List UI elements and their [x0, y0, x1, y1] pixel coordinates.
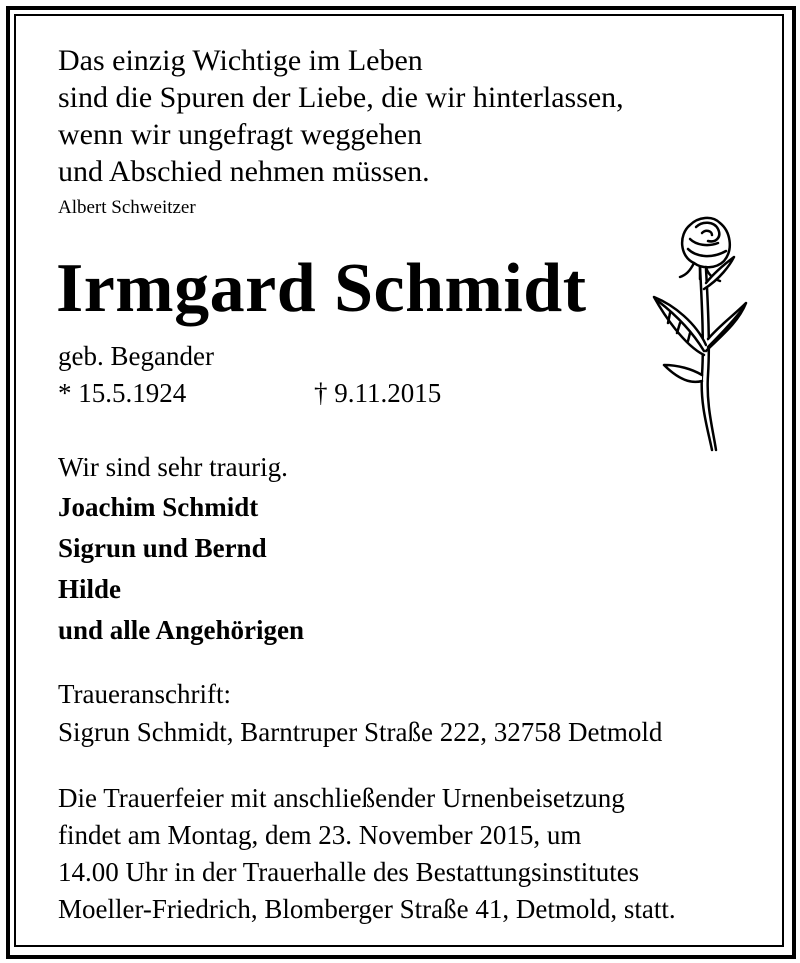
address-label: Traueranschrift: [58, 679, 231, 709]
mourner-name: Sigrun und Bernd [58, 533, 267, 563]
mourner-name: und alle Angehörigen [58, 615, 305, 645]
quote-line-4: und Abschied nehmen müssen. [58, 155, 430, 188]
mourner-name: Hilde [58, 574, 122, 604]
ceremony-line-1: Die Trauerfeier mit anschließender Urnenbeisetzung [58, 783, 625, 813]
ceremony-line-2: findet am Montag, dem 23. November 2015, um [58, 820, 582, 850]
birth-name: geb. Begander [58, 341, 214, 371]
birth-date: * 15.5.1924 [58, 378, 187, 408]
rose-icon [650, 205, 750, 455]
death-date: † 9.11.2015 [314, 378, 442, 408]
ceremony-line-3: 14.00 Uhr in der Trauerhalle des Bestattungsinstitutes [58, 857, 640, 887]
mourner-name: Joachim Schmidt [58, 492, 259, 522]
quote-line-3: wenn wir ungefragt weggehen [58, 118, 423, 151]
quote-line-2: sind die Spuren der Liebe, die wir hinterlassen, [58, 81, 624, 114]
ceremony-line-4: Moeller-Friedrich, Blomberger Straße 41, Detmold, statt. [58, 894, 676, 924]
quote-author: Albert Schweitzer [58, 197, 196, 218]
deceased-name: Irmgard Schmidt [56, 250, 587, 327]
quote-line-1: Das einzig Wichtige im Leben [58, 44, 423, 77]
mourners-intro: Wir sind sehr traurig. [58, 452, 288, 482]
address-line: Sigrun Schmidt, Barntruper Straße 222, 32758 Detmold [58, 717, 663, 747]
